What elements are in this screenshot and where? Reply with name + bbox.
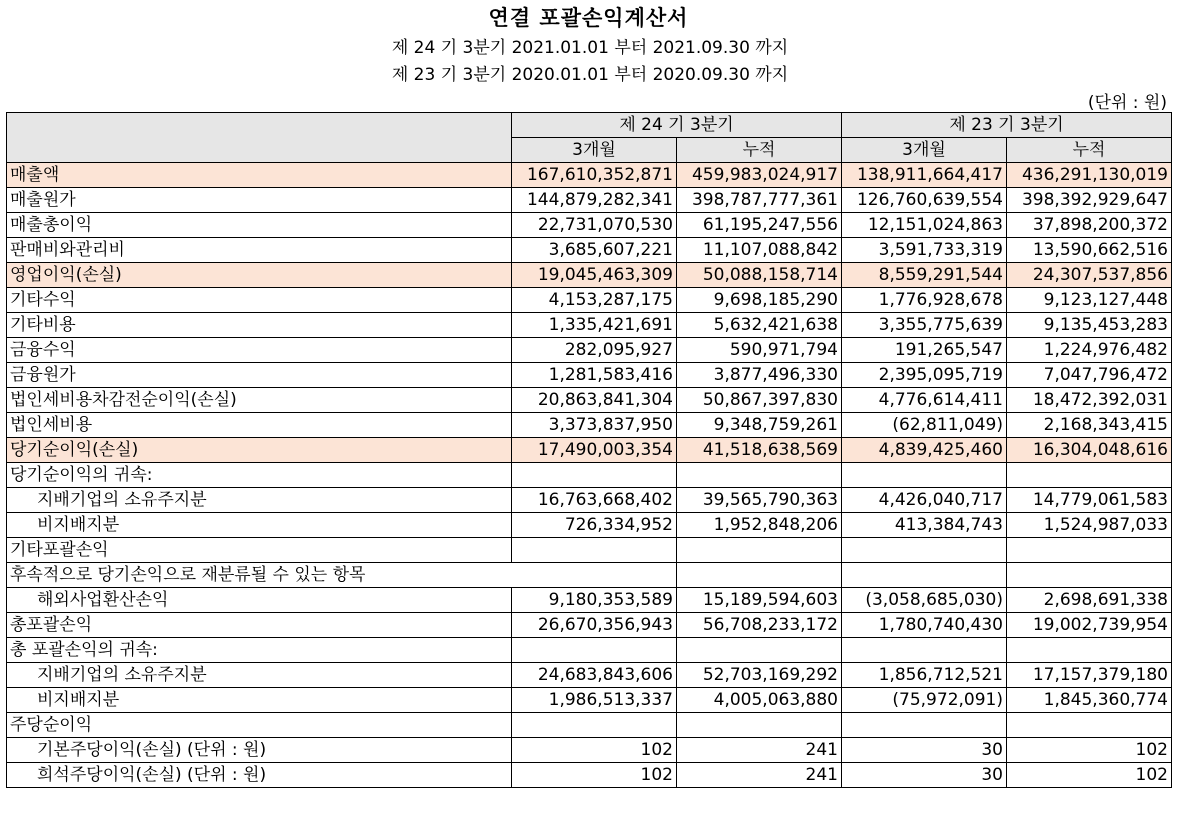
- statement-title: 연결 포괄손익계산서: [488, 6, 689, 30]
- value-cell: 30: [842, 738, 1007, 763]
- value-cell: 398,392,929,647: [1007, 188, 1172, 213]
- row-label: 법인세비용: [7, 413, 512, 438]
- value-cell: 1,335,421,691: [512, 313, 677, 338]
- table-row: [7, 538, 1172, 563]
- value-cell: 3,591,733,319: [842, 238, 1007, 263]
- table-row: [7, 363, 1172, 388]
- row-label: 희석주당이익(손실) (단위 : 원): [7, 763, 512, 788]
- value-cell: 13,590,662,516: [1007, 238, 1172, 263]
- header-current-cumulative: 누적: [677, 138, 842, 163]
- value-cell: 2,168,343,415: [1007, 413, 1172, 438]
- value-cell: 9,698,185,290: [677, 288, 842, 313]
- row-label: 지배기업의 소유주지분: [7, 488, 512, 513]
- value-cell: 102: [512, 738, 677, 763]
- value-cell: [677, 563, 842, 588]
- row-label: 기타비용: [7, 313, 512, 338]
- value-cell: [842, 538, 1007, 563]
- value-cell: 3,877,496,330: [677, 363, 842, 388]
- table-row: [7, 588, 1172, 613]
- value-cell: 1,524,987,033: [1007, 513, 1172, 538]
- row-label: 기타수익: [7, 288, 512, 313]
- value-cell: 17,157,379,180: [1007, 663, 1172, 688]
- value-cell: 1,224,976,482: [1007, 338, 1172, 363]
- value-cell: [677, 713, 842, 738]
- table-row: [7, 613, 1172, 638]
- table-row: [7, 263, 1172, 288]
- value-cell: [1007, 538, 1172, 563]
- table-row: [7, 688, 1172, 713]
- header-current-period: 제 24 기 3분기: [512, 113, 842, 138]
- table-row: [7, 338, 1172, 363]
- value-cell: 2,395,095,719: [842, 363, 1007, 388]
- row-label: 금융수익: [7, 338, 512, 363]
- value-cell: 9,348,759,261: [677, 413, 842, 438]
- table-row: [7, 188, 1172, 213]
- header-prior-three-month: 3개월: [842, 138, 1007, 163]
- value-cell: 1,780,740,430: [842, 613, 1007, 638]
- table-row: [7, 563, 1172, 588]
- value-cell: 282,095,927: [512, 338, 677, 363]
- value-cell: [1007, 563, 1172, 588]
- value-cell: 52,703,169,292: [677, 663, 842, 688]
- value-cell: 19,045,463,309: [512, 263, 677, 288]
- table-row: [7, 313, 1172, 338]
- value-cell: 4,776,614,411: [842, 388, 1007, 413]
- value-cell: 16,763,668,402: [512, 488, 677, 513]
- value-cell: 12,151,024,863: [842, 213, 1007, 238]
- table-row: [7, 288, 1172, 313]
- table-row: [7, 488, 1172, 513]
- value-cell: 1,845,360,774: [1007, 688, 1172, 713]
- header-row-periods: [7, 113, 1172, 138]
- table-row: [7, 663, 1172, 688]
- value-cell: [842, 463, 1007, 488]
- row-label: 비지배지분: [7, 688, 512, 713]
- value-cell: 5,632,421,638: [677, 313, 842, 338]
- value-cell: 7,047,796,472: [1007, 363, 1172, 388]
- row-label: 영업이익(손실): [7, 263, 512, 288]
- value-cell: 24,307,537,856: [1007, 263, 1172, 288]
- value-cell: [842, 563, 1007, 588]
- prior-period-range: 제 23 기 3분기 2020.01.01 부터 2020.09.30 까지: [391, 65, 789, 85]
- row-label: 판매비와관리비: [7, 238, 512, 263]
- table-row: [7, 238, 1172, 263]
- row-label: 후속적으로 당기손익으로 재분류될 수 있는 항목: [7, 563, 677, 588]
- row-label: 해외사업환산손익: [7, 588, 512, 613]
- value-cell: 191,265,547: [842, 338, 1007, 363]
- value-cell: 1,952,848,206: [677, 513, 842, 538]
- value-cell: 1,986,513,337: [512, 688, 677, 713]
- value-cell: 436,291,130,019: [1007, 163, 1172, 188]
- row-label: 금융원가: [7, 363, 512, 388]
- value-cell: 11,107,088,842: [677, 238, 842, 263]
- value-cell: 61,195,247,556: [677, 213, 842, 238]
- value-cell: 19,002,739,954: [1007, 613, 1172, 638]
- value-cell: 3,355,775,639: [842, 313, 1007, 338]
- value-cell: 459,983,024,917: [677, 163, 842, 188]
- value-cell: (62,811,049): [842, 413, 1007, 438]
- value-cell: 9,135,453,283: [1007, 313, 1172, 338]
- row-label: 당기순이익(손실): [7, 438, 512, 463]
- value-cell: 22,731,070,530: [512, 213, 677, 238]
- row-label: 총포괄손익: [7, 613, 512, 638]
- value-cell: [512, 713, 677, 738]
- value-cell: 398,787,777,361: [677, 188, 842, 213]
- value-cell: 102: [1007, 763, 1172, 788]
- value-cell: [512, 638, 677, 663]
- row-label: 주당순이익: [7, 713, 512, 738]
- value-cell: 8,559,291,544: [842, 263, 1007, 288]
- value-cell: 26,670,356,943: [512, 613, 677, 638]
- value-cell: [1007, 463, 1172, 488]
- value-cell: 102: [1007, 738, 1172, 763]
- value-cell: 726,334,952: [512, 513, 677, 538]
- value-cell: 138,911,664,417: [842, 163, 1007, 188]
- value-cell: 20,863,841,304: [512, 388, 677, 413]
- value-cell: 241: [677, 763, 842, 788]
- row-label: 총 포괄손익의 귀속:: [7, 638, 512, 663]
- value-cell: 241: [677, 738, 842, 763]
- table-row: [7, 213, 1172, 238]
- value-cell: 3,685,607,221: [512, 238, 677, 263]
- value-cell: [677, 463, 842, 488]
- value-cell: (3,058,685,030): [842, 588, 1007, 613]
- value-cell: 4,005,063,880: [677, 688, 842, 713]
- value-cell: [677, 538, 842, 563]
- row-label: 당기순이익의 귀속:: [7, 463, 512, 488]
- value-cell: 50,867,397,830: [677, 388, 842, 413]
- value-cell: 30: [842, 763, 1007, 788]
- value-cell: 50,088,158,714: [677, 263, 842, 288]
- table-row: [7, 438, 1172, 463]
- value-cell: [1007, 713, 1172, 738]
- table-row: [7, 713, 1172, 738]
- row-label: 지배기업의 소유주지분: [7, 663, 512, 688]
- header-blank-cell: [7, 113, 512, 163]
- header-prior-cumulative: 누적: [1007, 138, 1172, 163]
- value-cell: 16,304,048,616: [1007, 438, 1172, 463]
- value-cell: 9,180,353,589: [512, 588, 677, 613]
- table-row: [7, 463, 1172, 488]
- value-cell: 167,610,352,871: [512, 163, 677, 188]
- value-cell: [512, 538, 677, 563]
- row-label: 법인세비용차감전순이익(손실): [7, 388, 512, 413]
- value-cell: 1,856,712,521: [842, 663, 1007, 688]
- header-prior-period: 제 23 기 3분기: [842, 113, 1172, 138]
- row-label: 매출총이익: [7, 213, 512, 238]
- row-label: 기타포괄손익: [7, 538, 512, 563]
- value-cell: 41,518,638,569: [677, 438, 842, 463]
- value-cell: 56,708,233,172: [677, 613, 842, 638]
- value-cell: 37,898,200,372: [1007, 213, 1172, 238]
- table-row: [7, 163, 1172, 188]
- value-cell: 590,971,794: [677, 338, 842, 363]
- table-row: [7, 638, 1172, 663]
- row-label: 기본주당이익(손실) (단위 : 원): [7, 738, 512, 763]
- value-cell: [842, 713, 1007, 738]
- value-cell: 126,760,639,554: [842, 188, 1007, 213]
- value-cell: 9,123,127,448: [1007, 288, 1172, 313]
- unit-label: (단위 : 원): [1087, 93, 1167, 113]
- value-cell: 18,472,392,031: [1007, 388, 1172, 413]
- value-cell: 2,698,691,338: [1007, 588, 1172, 613]
- current-period-range: 제 24 기 3분기 2021.01.01 부터 2021.09.30 까지: [391, 38, 789, 58]
- value-cell: 1,776,928,678: [842, 288, 1007, 313]
- value-cell: (75,972,091): [842, 688, 1007, 713]
- value-cell: [842, 638, 1007, 663]
- value-cell: 24,683,843,606: [512, 663, 677, 688]
- value-cell: 14,779,061,583: [1007, 488, 1172, 513]
- value-cell: 4,426,040,717: [842, 488, 1007, 513]
- value-cell: [677, 638, 842, 663]
- value-cell: 3,373,837,950: [512, 413, 677, 438]
- table-row: [7, 413, 1172, 438]
- value-cell: 102: [512, 763, 677, 788]
- table-row: [7, 738, 1172, 763]
- row-label: 매출원가: [7, 188, 512, 213]
- value-cell: 144,879,282,341: [512, 188, 677, 213]
- header-current-three-month: 3개월: [512, 138, 677, 163]
- income-statement-table: [6, 112, 1172, 788]
- value-cell: [1007, 638, 1172, 663]
- value-cell: 17,490,003,354: [512, 438, 677, 463]
- table-row: [7, 388, 1172, 413]
- value-cell: 15,189,594,603: [677, 588, 842, 613]
- value-cell: 4,839,425,460: [842, 438, 1007, 463]
- value-cell: 39,565,790,363: [677, 488, 842, 513]
- table-row: [7, 513, 1172, 538]
- table-row: [7, 763, 1172, 788]
- value-cell: 413,384,743: [842, 513, 1007, 538]
- value-cell: 4,153,287,175: [512, 288, 677, 313]
- row-label: 매출액: [7, 163, 512, 188]
- value-cell: [512, 463, 677, 488]
- row-label: 비지배지분: [7, 513, 512, 538]
- value-cell: 1,281,583,416: [512, 363, 677, 388]
